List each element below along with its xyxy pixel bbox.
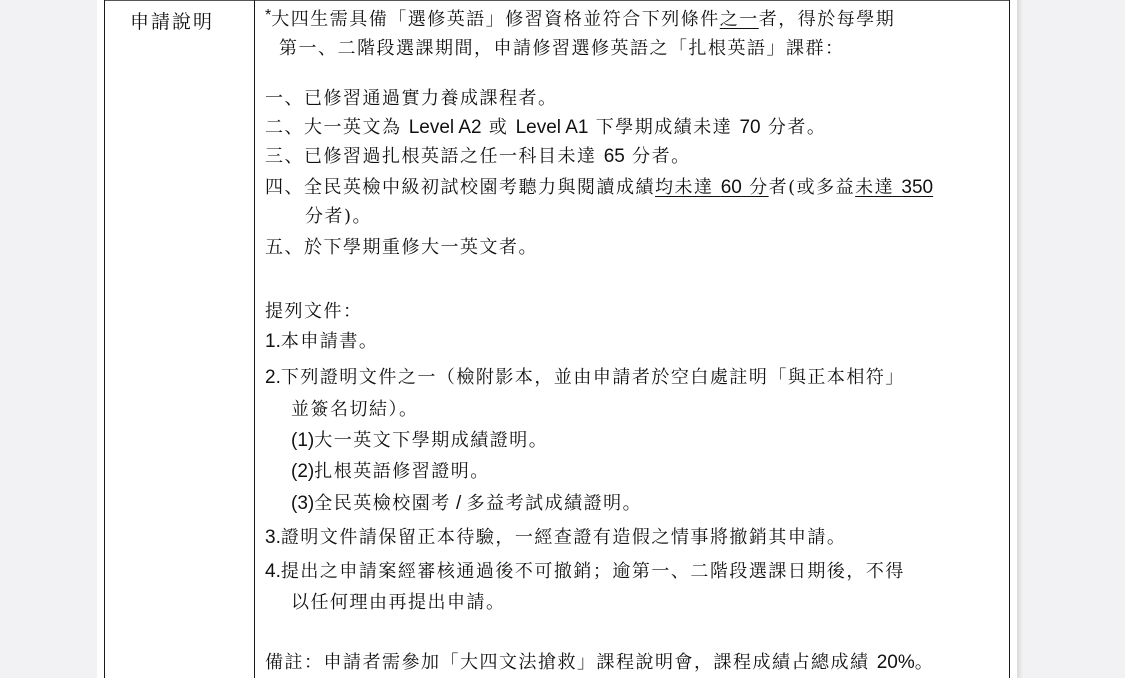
condition-4: 四、全民英檢中級初試校園考聽力與閱讀成績均未達 60 分者(或多益未達 350 (265, 177, 934, 198)
note: 備註：申請者需參加「大四文法搶救」課程說明會，課程成績占總成績 20%。 (265, 652, 935, 673)
document-2-continued: 並簽名切結）。 (291, 399, 419, 420)
document-2-sub-3: (3)全民英檢校園考 / 多益考試成績證明。 (291, 493, 643, 514)
document-4-continued: 以任何理由再提出申請。 (291, 592, 506, 613)
condition-1: 一、已修習通過實力養成課程者。 (265, 88, 558, 109)
table-column-divider (254, 0, 255, 678)
condition-3: 三、已修習過扎根英語之任一科目未達 65 分者。 (265, 146, 691, 167)
documents-heading: 提列文件： (265, 301, 363, 322)
intro-line-2: 第一、二階段選課期間，申請修習選修英語之「扎根英語」課群： (279, 38, 845, 59)
document-2-sub-2: (2)扎根英語修習證明。 (291, 461, 490, 482)
condition-4-continued: 分者)。 (305, 206, 373, 227)
document-page (97, 0, 1017, 678)
document-2-sub-1: (1)大一英文下學期成績證明。 (291, 430, 549, 451)
document-4: 4.提出之申請案經審核通過後不可撤銷；逾第一、二階段選課日期後，不得 (265, 561, 905, 582)
condition-5: 五、於下學期重修大一英文者。 (265, 237, 538, 258)
table-top-border (104, 0, 1010, 1)
condition-2: 二、大一英文為 Level A2 或 Level A1 下學期成績未達 70 分者。 (265, 117, 827, 138)
page-edge-shadow (1017, 0, 1023, 678)
section-label: 申請說明 (130, 11, 215, 33)
document-2: 2.下列證明文件之一（檢附影本，並由申請者於空白處註明「與正本相符」 (265, 367, 905, 388)
intro-line-1: *大四生需具備「選修英語」修習資格並符合下列條件之一者，得於每學期 (265, 7, 896, 30)
table-left-border (104, 0, 105, 678)
document-1: 1.本申請書。 (265, 331, 379, 352)
table-right-border (1009, 0, 1010, 678)
document-3: 3.證明文件請保留正本待驗，一經查證有造假之情事將撤銷其申請。 (265, 527, 847, 548)
underlined-threshold: 未達 350 (855, 177, 934, 198)
underlined-threshold: 均未達 60 分 (655, 177, 769, 198)
